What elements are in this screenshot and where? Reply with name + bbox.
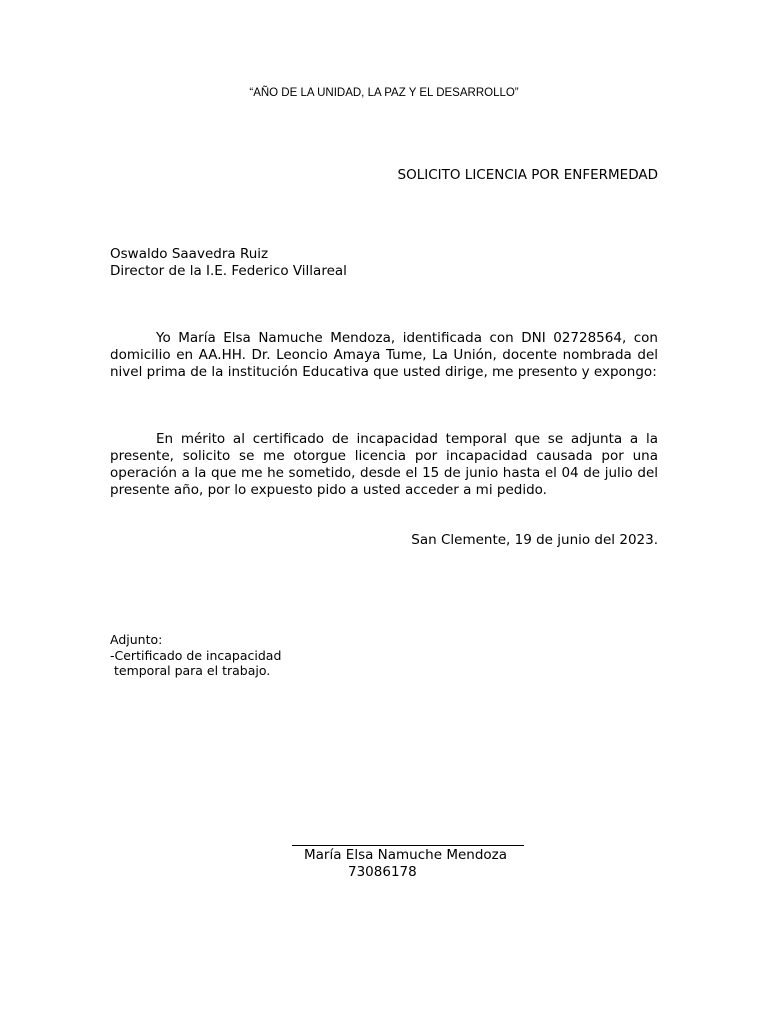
attachment-line-1: -Certificado de incapacidad <box>110 647 282 663</box>
attachment-heading: Adjunto: <box>110 632 163 647</box>
recipient-block <box>110 246 347 280</box>
body-paragraph-1: Yo María Elsa Namuche Mendoza, identificada con DNI 02728564, con domicilio en AA.HH. Dr. Leoncio Amaya Tume, La Unión, docente nombrada del nivel prima de la institución Educativa que usted dirige, me presento y expongo: <box>110 330 658 380</box>
signature-id-number: 73086178 <box>348 864 417 880</box>
signature-name: María Elsa Namuche Mendoza <box>304 847 508 863</box>
signature-line <box>292 845 524 846</box>
body-paragraph-2: En mérito al certificado de incapacidad temporal que se adjunta a la presente, solicito se me otorgue licencia por incapacidad causada por una operación a la que me he sometido, desde el 15 de junio hasta el 04 de julio del presente año, por lo expuesto pido a usted acceder a mi pedido. <box>110 431 658 498</box>
attachment-block <box>110 632 281 679</box>
place-date: San Clemente, 19 de junio del 2023. <box>411 532 658 548</box>
attachment-line-2: temporal para el trabajo. <box>110 663 271 678</box>
year-title: “AÑO DE LA UNIDAD, LA PAZ Y EL DESARROLLO” <box>249 87 519 99</box>
recipient-position: Director de la I.E. Federico Villareal <box>110 263 347 279</box>
recipient-name: Oswaldo Saavedra Ruiz <box>110 246 269 262</box>
subject-line: SOLICITO LICENCIA POR ENFERMEDAD <box>397 167 658 183</box>
